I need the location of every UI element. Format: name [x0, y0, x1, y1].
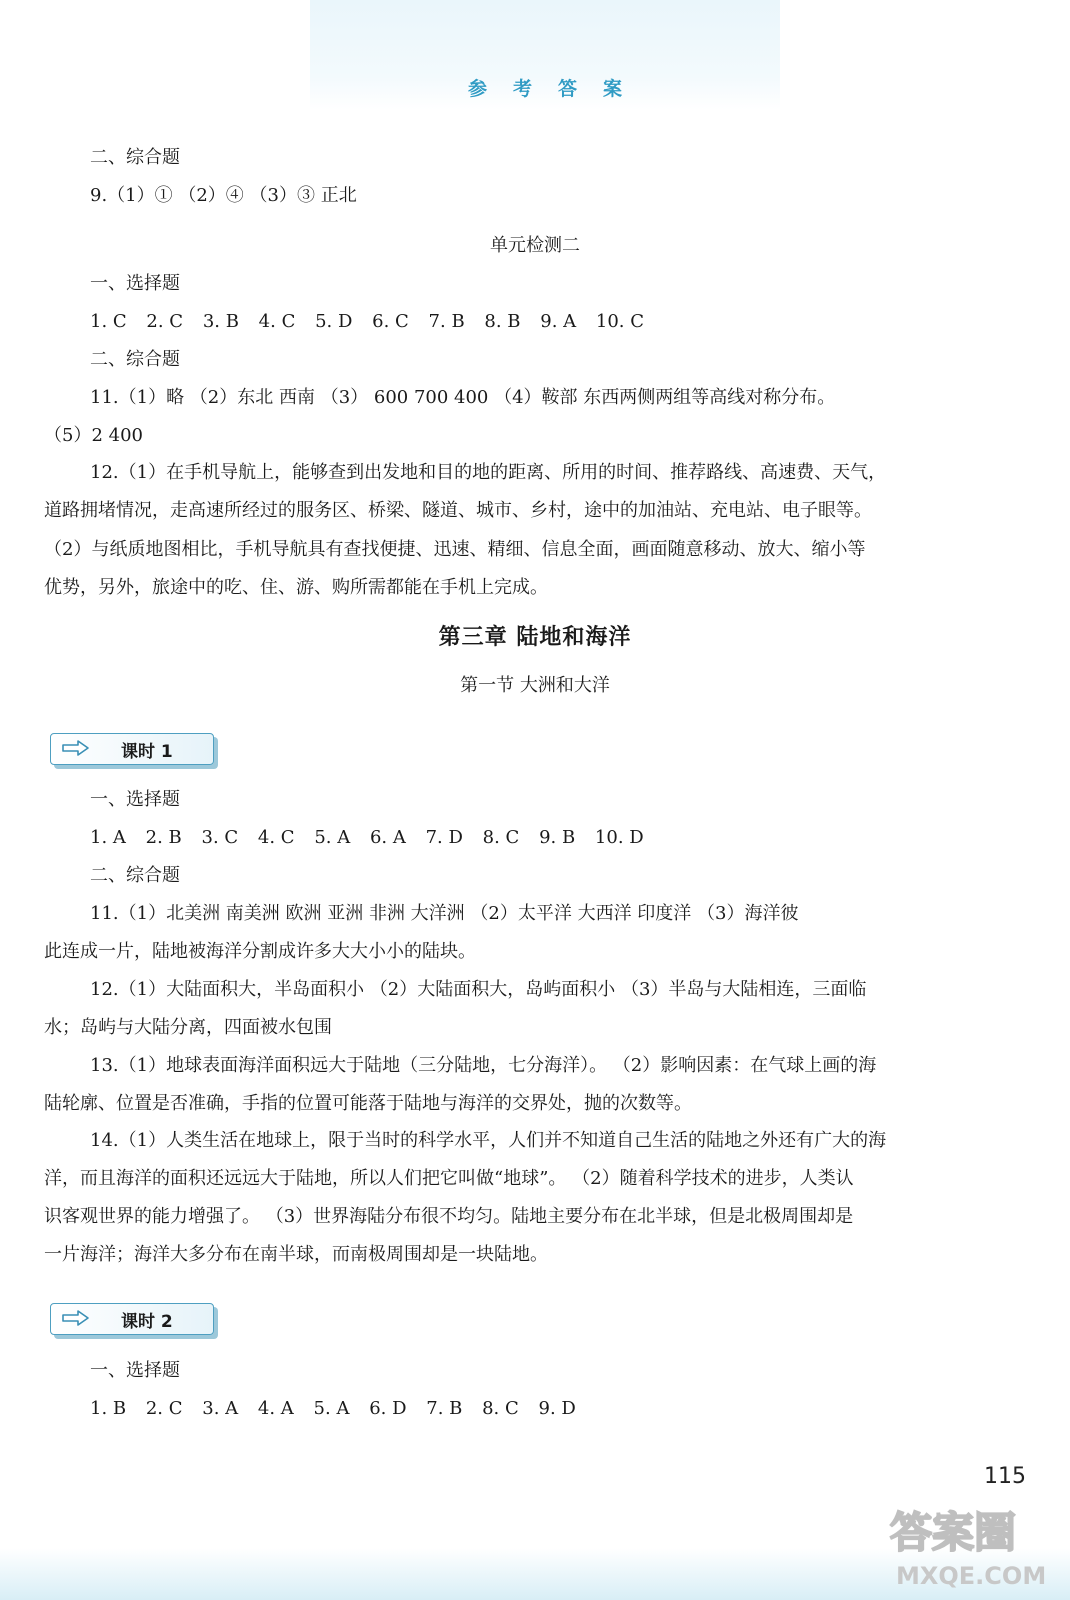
answer-item: 10. C — [595, 311, 645, 332]
answer-item: 3. A — [202, 1398, 239, 1419]
lesson-tab-label: 课时 2 — [121, 1312, 173, 1332]
answer-q11-line: 此连成一片，陆地被海洋分割成许多大大小小的陆块。 — [44, 941, 476, 962]
answer-item: 9. A — [540, 311, 577, 332]
answer-item: 7. B — [428, 311, 465, 332]
synthesis-heading: 二、综合题 — [90, 349, 180, 370]
answer-item: 7. D — [425, 827, 463, 848]
answer-item: 1. B — [90, 1398, 127, 1419]
answer-item: 4. C — [257, 827, 295, 848]
answer-item: 1. C — [90, 311, 127, 332]
answer-q14-line: 识客观世界的能力增强了。 （3）世界海陆分布很不均匀。陆地主要分布在北半球，但是北极周围却是 — [44, 1206, 854, 1227]
choice-heading: 一、选择题 — [90, 273, 180, 294]
answer-q12-line: 12.（1）在手机导航上，能够查到出发地和目的地的距离、所用的时间、推荐路线、高速费、天气， — [90, 462, 887, 483]
answer-q12-line: 12.（1）大陆面积大，半岛面积小 （2）大陆面积大，岛屿面积小 （3）半岛与大陆相连，三面临 — [90, 979, 867, 1000]
lesson-tab — [50, 1303, 214, 1335]
answer-q11-line: 11.（1）北美洲 南美洲 欧洲 亚洲 非洲 大洋洲 （2）太平洋 大西洋 印度洋 （3）海洋彼 — [90, 903, 799, 924]
lesson-tab — [50, 733, 214, 765]
answer-q9: 9.（1）① （2）④ （3）③ 正北 — [90, 185, 357, 206]
answer-item: 9. D — [538, 1398, 576, 1419]
answer-q14-line: 14.（1）人类生活在地球上，限于当时的科学水平，人们并不知道自己生活的陆地之外还有广大的海 — [90, 1130, 887, 1151]
answer-q12-line: 优势，另外，旅途中的吃、住、游、购所需都能在手机上完成。 — [44, 577, 548, 598]
answer-item: 4. A — [257, 1398, 294, 1419]
answer-q11-line: （5）2 400 — [44, 425, 143, 446]
answer-item: 5. D — [315, 311, 353, 332]
answer-item: 1. A — [90, 827, 126, 848]
answer-q14-line: 洋，而且海洋的面积还远远大于陆地，所以人们把它叫做“地球”。 （2）随着科学技术的进步，人类认 — [44, 1168, 854, 1189]
answer-q12-line: （2）与纸质地图相比，手机导航具有查找便捷、迅速、精细、信息全面，画面随意移动、放大、缩小等 — [44, 539, 866, 560]
watermark-url: MXQE.COM — [896, 1562, 1047, 1590]
section-heading: 二、综合题 — [90, 147, 180, 168]
answer-item: 2. C — [146, 311, 184, 332]
arrow-right-icon — [61, 739, 91, 757]
choice-answers — [90, 1397, 590, 1421]
section-title: 第一节 大洲和大洋 — [460, 675, 610, 696]
answer-q11-line: 11.（1）略 （2）东北 西南 （3） 600 700 400 （4）鞍部 东西两侧两组等高线对称分布。 — [90, 387, 836, 408]
page-number: 115 — [984, 1464, 1026, 1489]
answer-item: 8. C — [482, 827, 520, 848]
answer-item: 6. A — [369, 827, 406, 848]
answer-q12-line: 水；岛屿与大陆分离，四面被水包围 — [44, 1017, 332, 1038]
answer-q13-line: 陆轮廓、位置是否准确，手指的位置可能落于陆地与海洋的交界处，抛的次数等。 — [44, 1093, 692, 1114]
unit-title: 单元检测二 — [490, 235, 580, 256]
answer-item: 9. B — [539, 827, 576, 848]
watermark-text: 答案圈 — [890, 1508, 1017, 1557]
chapter-title: 第三章 陆地和海洋 — [438, 625, 632, 650]
answer-item: 5. A — [313, 1398, 350, 1419]
answer-item: 6. D — [369, 1398, 407, 1419]
choice-heading: 一、选择题 — [90, 1360, 180, 1381]
answer-q14-line: 一片海洋；海洋大多分布在南半球，而南极周围却是一块陆地。 — [44, 1244, 548, 1265]
answer-item: 2. B — [145, 827, 182, 848]
watermark-logo — [880, 1492, 1060, 1592]
answer-item: 2. C — [145, 1398, 183, 1419]
answer-item: 3. C — [201, 827, 239, 848]
answer-q13-line: 13.（1）地球表面海洋面积远大于陆地（三分陆地，七分海洋）。 （2）影响因素：在气球上画的海 — [90, 1055, 877, 1076]
answer-item: 10. D — [594, 827, 644, 848]
answer-item: 7. B — [426, 1398, 463, 1419]
answer-item: 4. C — [258, 311, 296, 332]
page-header-title: 参考答案 — [467, 78, 648, 100]
choice-answers — [90, 310, 658, 334]
answer-item: 3. B — [202, 311, 239, 332]
arrow-right-icon — [61, 1309, 91, 1327]
answer-item: 8. B — [484, 311, 521, 332]
lesson-tab-label: 课时 1 — [121, 742, 173, 762]
answer-item: 5. A — [314, 827, 351, 848]
choice-answers — [90, 826, 658, 850]
answer-item: 6. C — [372, 311, 409, 332]
answer-item: 8. C — [482, 1398, 519, 1419]
answer-q12-line: 道路拥堵情况，走高速所经过的服务区、桥梁、隧道、城市、乡村，途中的加油站、充电站、电子眼等。 — [44, 500, 872, 521]
synthesis-heading: 二、综合题 — [90, 865, 180, 886]
choice-heading: 一、选择题 — [90, 789, 180, 810]
